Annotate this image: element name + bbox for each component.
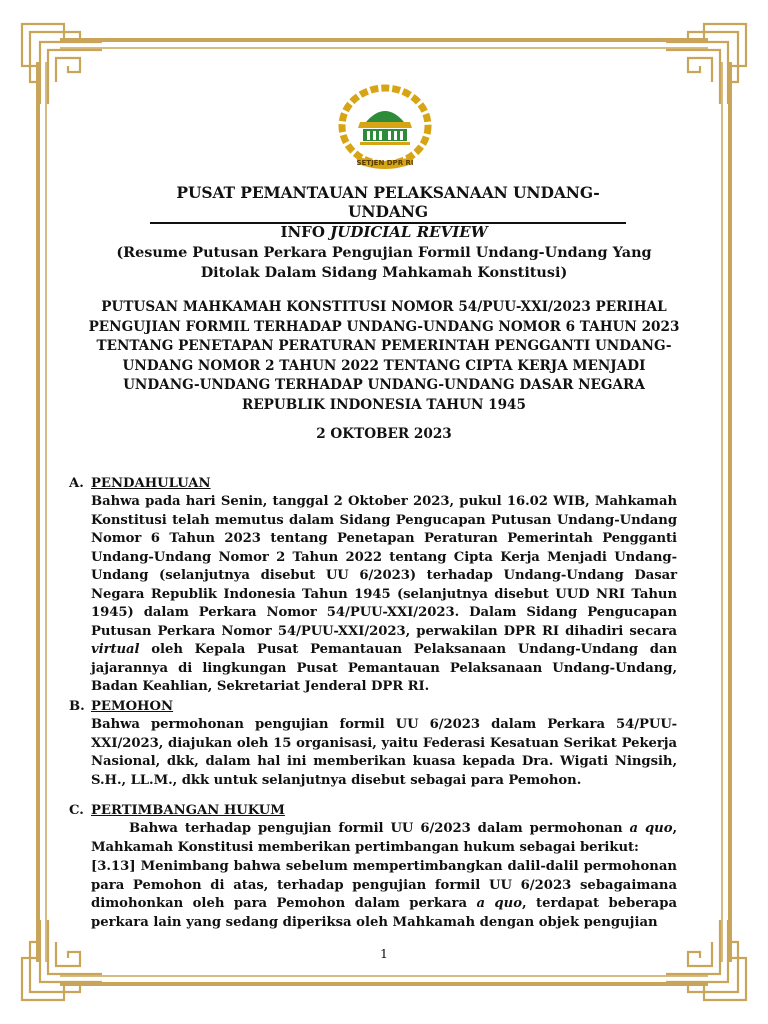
page-number: 1: [380, 946, 388, 961]
info-heading: [90, 222, 678, 242]
section-body: Bahwa pada hari Senin, tanggal 2 Oktober 2023, pukul 16.02 WIB, Mahkamah Konstitusi telah memutus dalam Sidang Pengucapan Putusan Undang-Undang Nomor 6 Tahun 2023 tentang Penetapan Peraturan Pemerintah Pengganti Undang-Undang Nomor 2 Tahun 2022 tentang Cipta Kerja Menjadi Undang-Undang (selanjutnya disebut UU 6/2023) terhadap Undang-Undang Dasar Negara Republik Indonesia Tahun 1945 (selanjutnya disebut UUD NRI Tahun 1945) dalam Perkara Nomor 54/PUU-XXI/2023. Dalam Sidang Pengucapan Putusan Perkara Nomor 54/PUU-XXI/2023, perwakilan DPR RI dihadiri secara virtual oleh Kepala Pusat Pemantauan Pelaksanaan Undang-Undang dan jajarannya di lingkungan Pusat Pemantauan Pelaksanaan Undang-Undang, Badan Keahlian, Sekretariat Jenderal DPR RI.: [91, 494, 677, 694]
corner-ornament: [22, 24, 102, 104]
section-heading: PERTIMBANGAN HUKUM: [91, 803, 285, 818]
section-heading: PEMOHON: [91, 699, 174, 714]
section-pendahuluan: [69, 475, 677, 697]
section-letter: C.: [69, 803, 84, 818]
decision-title: PUTUSAN MAHKAMAH KONSTITUSI NOMOR 54/PUU-XXI/2023 PERIHAL PENGUJIAN FORMIL TERHADAP UNDANG-UNDANG NOMOR 6 TAHUN 2023 TENTANG PENETAPAN PERATURAN PEMERINTAH PENGGANTI UNDANG-UNDANG NOMOR 2 TAHUN 2022 TENTANG CIPTA KERJA MENJADI UNDANG-UNDANG TERHADAP UNDANG-UNDANG DASAR NEGARA REPUBLIK INDONESIA TAHUN 1945: [88, 299, 680, 413]
section-heading: PENDAHULUAN: [91, 476, 211, 491]
section-pemohon: [69, 698, 677, 790]
corner-ornament: [22, 920, 102, 1000]
section-pertimbangan-hukum: [69, 802, 677, 857]
corner-ornament: [666, 24, 746, 104]
page-title: PUSAT PEMANTAUAN PELAKSANAAN UNDANG-UNDANG: [150, 183, 626, 224]
paragraph-3-13: [3.13] Menimbang bahwa sebelum mempertimbangkan dalil-dalil permohonan para Pemohon di atas, terhadap pengujian formil UU 6/2023 sebagaimana dimohonkan oleh para Pemohon dalam perkara a quo, terdapat beberapa perkara lain yang sedang diperiksa oleh Mahkamah dengan objek pengujian: [91, 859, 677, 930]
corner-ornament: [666, 920, 746, 1000]
emblem-text: SETJEN DPR RI: [356, 159, 414, 167]
section-body: Bahwa terhadap pengujian formil UU 6/2023 dalam permohonan a quo, Mahkamah Konstitusi memberikan pertimbangan hukum sebagai berikut:: [91, 821, 678, 855]
section-letter: B.: [69, 699, 85, 714]
info-italic-title: JUDICIAL REVIEW: [330, 223, 488, 241]
dpr-emblem: [330, 82, 440, 178]
info-prefix: INFO: [280, 223, 325, 241]
decision-date: 2 OKTOBER 2023: [316, 426, 452, 442]
info-subtitle: (Resume Putusan Perkara Pengujian Formil Undang-Undang Yang Ditolak Dalam Sidang Mahkamah Konstitusi): [116, 244, 652, 281]
section-body: Bahwa permohonan pengujian formil UU 6/2023 dalam Perkara 54/PUU-XXI/2023, diajukan oleh 15 organisasi, yaitu Federasi Kesatuan Serikat Pekerja Nasional, dkk, dalam hal ini memberikan kuasa kepada Dra. Wigati Ningsih, S.H., LL.M., dkk untuk selanjutnya disebut sebagai para Pemohon.: [91, 717, 677, 788]
section-letter: A.: [69, 476, 84, 491]
